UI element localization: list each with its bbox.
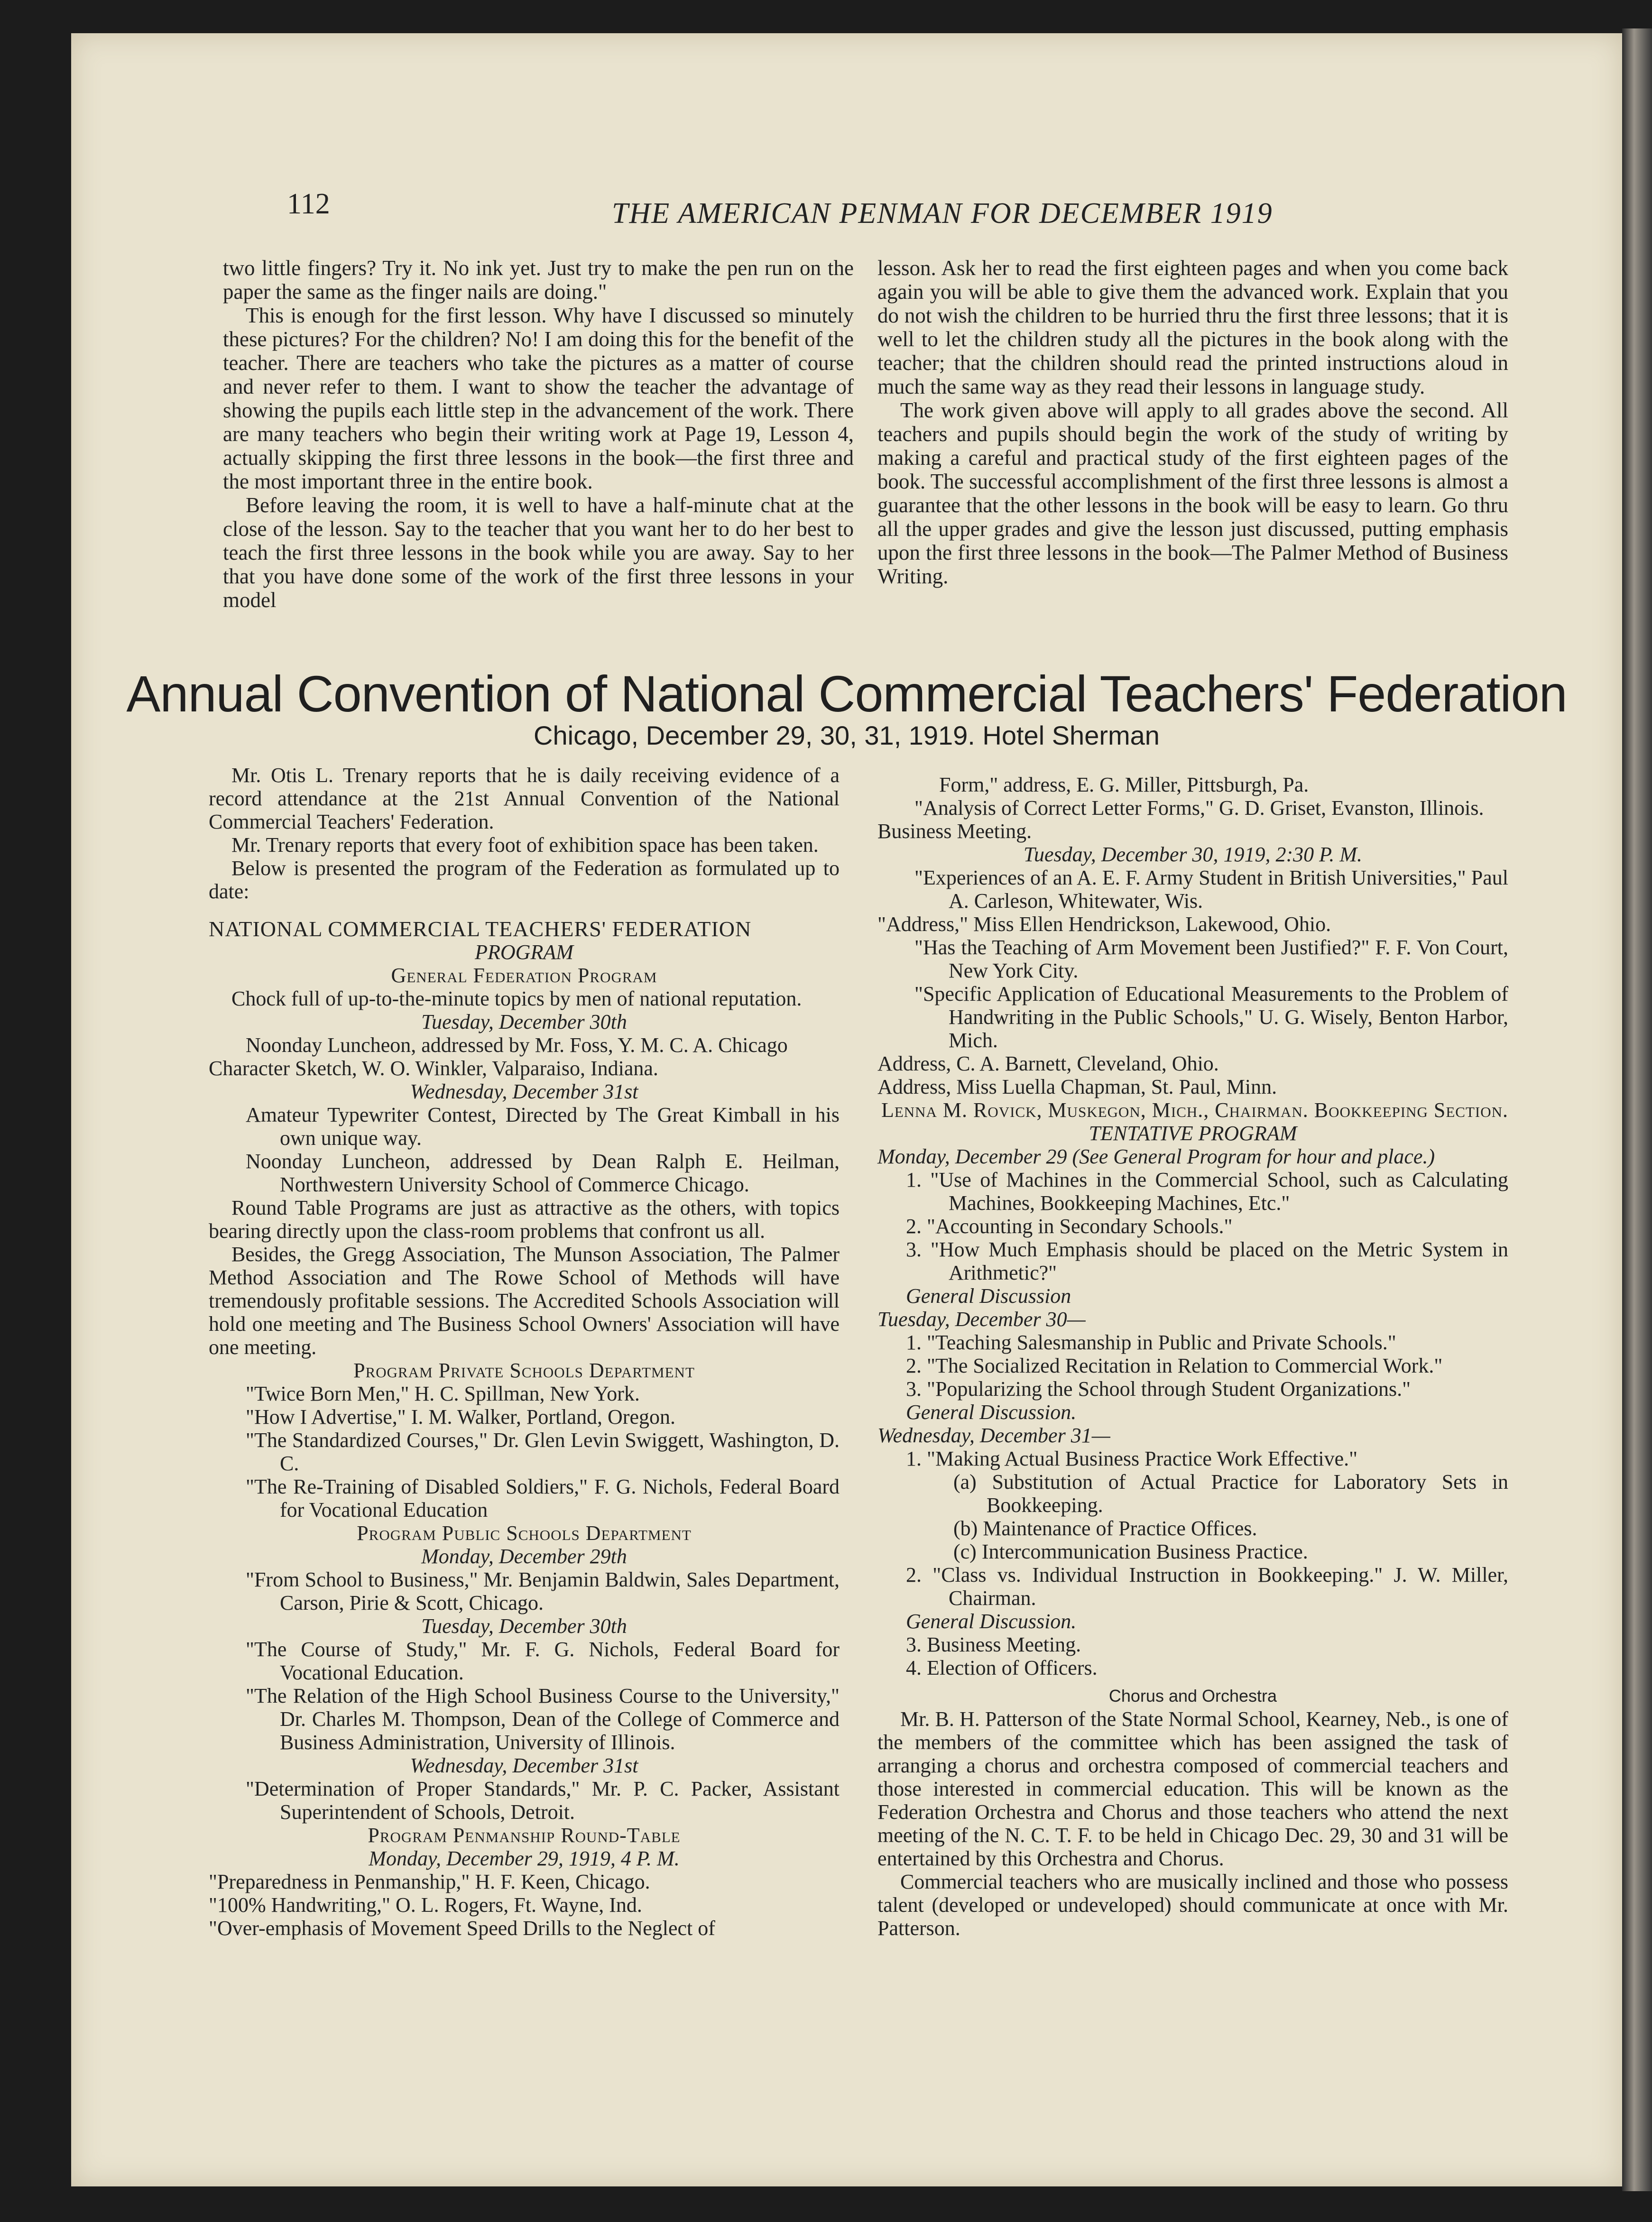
- program-item: "The Re-Training of Disabled Soldiers," F. G. Nichols, Federal Board for Vocational Education: [246, 1475, 840, 1521]
- program-right-column: [877, 773, 1508, 1940]
- date-heading: Wednesday, December 31st: [410, 1754, 638, 1777]
- paragraph: lesson. Ask her to read the first eighteen pages and when you come back again you will be able to give them the advanced work. Explain that you do not wish the children to be hurried thru the first three lessons; that it is well to let the children study all the pictures in the book along with the teacher; that the children should read the printed instructions aloud in much the same way as they read their lessons in language study.: [877, 256, 1508, 398]
- program-item: "Specific Application of Educational Measurements to the Problem of Handwriting in the Public Schools," U. G. Wisely, Benton Harbor, Mich.: [914, 982, 1508, 1052]
- program-item: Noonday Luncheon, addressed by Dean Ralph E. Heilman, Northwestern University School of Commerce Chicago.: [246, 1150, 840, 1196]
- paragraph: Mr. Otis L. Trenary reports that he is daily receiving evidence of a record attendance at the 21st Annual Convention of the National Commercial Teachers' Federation.: [209, 764, 840, 833]
- date-heading: Tuesday, December 30—: [877, 1308, 1086, 1331]
- program-item: "Preparedness in Penmanship," H. F. Keen, Chicago.: [209, 1870, 650, 1893]
- program-item: "Has the Teaching of Arm Movement been Justified?" F. F. Von Court, New York City.: [914, 936, 1508, 982]
- program-item: Form," address, E. G. Miller, Pittsburgh, Pa.: [939, 773, 1309, 796]
- date-heading: Monday, December 29th: [421, 1545, 627, 1568]
- chorus-heading: Chorus and Orchestra: [1108, 1686, 1277, 1706]
- paragraph: Mr. Trenary reports that every foot of exhibition space has been taken.: [231, 833, 819, 857]
- paragraph: Below is presented the program of the Federation as formulated up to date:: [209, 857, 840, 903]
- numbered-item: 2. "Class vs. Individual Instruction in Bookkeeping." J. W. Miller, Chairman.: [906, 1563, 1508, 1610]
- section-heading: Program Penmanship Round-Table: [368, 1824, 681, 1847]
- numbered-item: 3. Business Meeting.: [906, 1633, 1081, 1656]
- program-item: "Experiences of an A. E. F. Army Student in British Universities," Paul A. Carleson, Whitewater, Wis.: [914, 866, 1508, 913]
- program-item: "Analysis of Correct Letter Forms," G. D. Griset, Evanston, Illinois.: [914, 796, 1484, 820]
- paragraph: Besides, the Gregg Association, The Munson Association, The Palmer Method Association and The Rowe School of Methods will have tremendously profitable sessions. The Accredited Schools Association will hold one meeting and The Business School Owners' Association will have one meeting.: [209, 1243, 840, 1359]
- date-heading: Tuesday, December 30th: [421, 1010, 627, 1033]
- program-left-column: [209, 764, 840, 1940]
- date-heading: Monday, December 29 (See General Program for hour and place.): [877, 1145, 1435, 1168]
- program-item: "The Course of Study," Mr. F. G. Nichols, Federal Board for Vocational Education.: [246, 1638, 840, 1684]
- numbered-item: 4. Election of Officers.: [906, 1656, 1098, 1679]
- top-left-column: [223, 256, 854, 612]
- program-item: Address, C. A. Barnett, Cleveland, Ohio.: [877, 1052, 1219, 1075]
- program-item: Amateur Typewriter Contest, Directed by The Great Kimball in his own unique way.: [246, 1103, 840, 1150]
- program-item: "The Relation of the High School Business Course to the University," Dr. Charles M. Thompson, Dean of the College of Commerce and Business Administration, University of Illinois.: [246, 1684, 840, 1754]
- paragraph: The work given above will apply to all grades above the second. All teachers and pupils should begin the work of the study of writing by making a careful and practical study of the first eighteen pages of the book. The successful accomplishment of the first three lessons is almost a guarantee that the other lessons in the book will be easy to learn. Go thru all the upper grades and give the lesson just discussed, putting emphasis upon the first three lessons in the book—The Palmer Method of Business Writing.: [877, 398, 1508, 588]
- date-heading: Tuesday, December 30, 1919, 2:30 P. M.: [1023, 843, 1363, 866]
- section-heading: General Federation Program: [391, 964, 657, 987]
- numbered-item: 1. "Use of Machines in the Commercial School, such as Calculating Machines, Bookkeeping Machines, Etc.": [906, 1168, 1508, 1215]
- article-title: Annual Convention of National Commercial Teachers' Federation: [126, 665, 1567, 722]
- top-right-column: [877, 256, 1508, 588]
- sub-item: (b) Maintenance of Practice Offices.: [953, 1517, 1257, 1540]
- program-item: Address, Miss Luella Chapman, St. Paul, Minn.: [877, 1075, 1277, 1098]
- numbered-item: 1. "Teaching Salesmanship in Public and Private Schools.": [906, 1331, 1396, 1354]
- federation-heading: NATIONAL COMMERCIAL TEACHERS' FEDERATION: [209, 917, 752, 941]
- date-heading: Wednesday, December 31—: [877, 1424, 1110, 1447]
- date-heading: Monday, December 29, 1919, 4 P. M.: [369, 1847, 680, 1870]
- paragraph: This is enough for the first lesson. Why have I discussed so minutely these pictures? For the children? No! I am doing this for the benefit of the teacher. There are teachers who take the pictures as a matter of course and never refer to them. I want to show the teacher the advantage of showing the pupils each little step in the advancement of the work. There are many teachers who begin their writing work at Page 19, Lesson 4, actually skipping the first three lessons in the book—the first three and the most important three in the entire book.: [223, 304, 854, 493]
- sub-item: (c) Intercommunication Business Practice.: [953, 1540, 1308, 1563]
- paragraph: Mr. B. H. Patterson of the State Normal School, Kearney, Neb., is one of the members of the committee which has been assigned the task of arranging a chorus and orchestra composed of commercial teachers and those interested in commercial education. This will be known as the Federation Orchestra and Chorus and those teachers who attend the next meeting of the N. C. T. F. to be held in Chicago Dec. 29, 30 and 31 will be entertained by this Orchestra and Chorus.: [877, 1707, 1508, 1870]
- numbered-item: 2. "Accounting in Secondary Schools.": [906, 1215, 1233, 1238]
- paragraph: Round Table Programs are just as attractive as the others, with topics bearing directly upon the class-room problems that confront us all.: [209, 1196, 840, 1243]
- paragraph: Chock full of up-to-the-minute topics by men of national reputation.: [231, 987, 802, 1010]
- paragraph: Commercial teachers who are musically inclined and those who possess talent (developed or undeveloped) should communicate at once with Mr. Patterson.: [877, 1870, 1508, 1940]
- section-heading: Program Private Schools Department: [353, 1359, 695, 1382]
- numbered-item: 1. "Making Actual Business Practice Work Effective.": [906, 1447, 1358, 1470]
- program-item: "From School to Business," Mr. Benjamin Baldwin, Sales Department, Carson, Pirie & Scott, Chicago.: [246, 1568, 840, 1614]
- program-item: "The Standardized Courses," Dr. Glen Levin Swiggett, Washington, D. C.: [246, 1429, 840, 1475]
- program-item: "Over-emphasis of Movement Speed Drills to the Neglect of: [209, 1917, 715, 1940]
- page-number: 112: [287, 188, 330, 220]
- program-item: "100% Handwriting," O. L. Rogers, Ft. Wayne, Ind.: [209, 1893, 642, 1917]
- magazine-page: [71, 33, 1622, 2186]
- date-heading: Tuesday, December 30th: [421, 1614, 627, 1638]
- program-item: "Determination of Proper Standards," Mr. P. C. Packer, Assistant Superintendent of Schools, Detroit.: [246, 1777, 840, 1824]
- discussion-label: General Discussion.: [906, 1401, 1077, 1424]
- tentative-heading: TENTATIVE PROGRAM: [1089, 1122, 1297, 1145]
- program-item: Noonday Luncheon, addressed by Mr. Foss, Y. M. C. A. Chicago: [246, 1033, 788, 1057]
- running-head: THE AMERICAN PENMAN FOR DECEMBER 1919: [612, 197, 1273, 230]
- numbered-item: 2. "The Socialized Recitation in Relation to Commercial Work.": [906, 1354, 1443, 1377]
- program-item: Business Meeting.: [877, 820, 1032, 843]
- adjacent-page-edge: [1622, 28, 1652, 2191]
- article-subtitle: Chicago, December 29, 30, 31, 1919. Hotel Sherman: [534, 720, 1160, 750]
- sub-item: (a) Substitution of Actual Practice for Laboratory Sets in Bookkeeping.: [953, 1470, 1508, 1517]
- chairman-line: Lenna M. Rovick, Muskegon, Mich., Chairman. Bookkeeping Section.: [881, 1098, 1508, 1122]
- section-heading: Program Public Schools Department: [357, 1521, 692, 1545]
- date-heading: Wednesday, December 31st: [410, 1080, 638, 1103]
- paragraph: Before leaving the room, it is well to have a half-minute chat at the close of the lesson. Say to the teacher that you want her to do her best to teach the first three lessons in the book while you are away. Say to her that you have done some of the work of the first three lessons in your model: [223, 493, 854, 612]
- discussion-label: General Discussion: [906, 1284, 1071, 1308]
- paragraph: two little fingers? Try it. No ink yet. Just try to make the pen run on the paper the same as the finger nails are doing.": [223, 256, 854, 304]
- numbered-item: 3. "Popularizing the School through Student Organizations.": [906, 1377, 1411, 1401]
- numbered-item: 3. "How Much Emphasis should be placed on the Metric System in Arithmetic?": [906, 1238, 1508, 1284]
- program-item: "Twice Born Men," H. C. Spillman, New York.: [246, 1382, 640, 1405]
- program-item: Character Sketch, W. O. Winkler, Valparaiso, Indiana.: [209, 1057, 658, 1080]
- program-heading: PROGRAM: [475, 940, 573, 964]
- discussion-label: General Discussion.: [906, 1610, 1077, 1633]
- program-item: "How I Advertise," I. M. Walker, Portland, Oregon.: [246, 1405, 675, 1429]
- program-item: "Address," Miss Ellen Hendrickson, Lakewood, Ohio.: [877, 913, 1331, 936]
